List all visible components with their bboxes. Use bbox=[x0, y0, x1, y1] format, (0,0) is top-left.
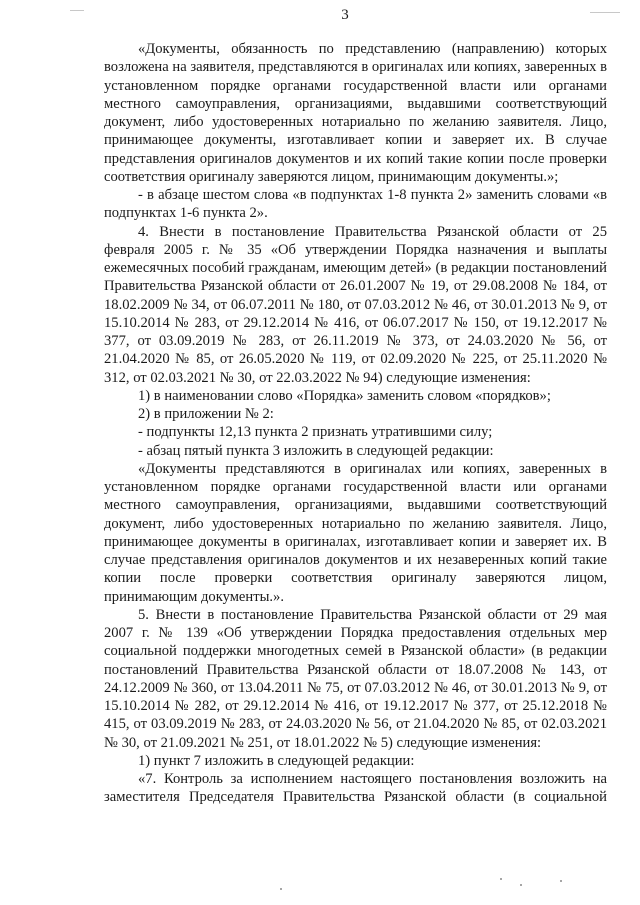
paragraph-item-4-1: 1) в наименовании слово «Порядка» заменить словом «порядков»; bbox=[138, 387, 551, 404]
paragraph-documents-quote-2: «Документы представляются в оригиналах или копиях, заверенных в установленном порядке органами государственной власти или органами местного самоуправления, организациями, выдавшими соответствующий документ, либо удостоверенных нотариально по желанию заявителя. Лицо, принимающее документы в оригиналах, изготавливает копии и заверяет их. В случае представления оригиналов документов и их незаверенных копий такие копии после проверки соответствия оригиналу заверяются лицом, принимающим документы.». bbox=[104, 460, 607, 605]
scan-artifact bbox=[500, 878, 502, 880]
scan-artifact bbox=[590, 12, 620, 13]
paragraph-item-5-1: 1) пункт 7 изложить в следующей редакции: bbox=[138, 752, 415, 769]
paragraph-abzac-shestoy: - в абзаце шестом слова «в подпунктах 1-8 пункта 2» заменить словами «в подпунктах 1-6 пункта 2». bbox=[104, 187, 607, 222]
page-number: 3 bbox=[341, 7, 349, 23]
paragraph-item-7-quote: «7. Контроль за исполнением настоящего постановления возложить на заместителя Председателя Правительства Рязанской области (в социальной bbox=[104, 771, 607, 806]
scan-artifact bbox=[280, 888, 282, 890]
scan-artifact bbox=[520, 884, 522, 886]
paragraph-abzac-pyatyy: - абзац пятый пункта 3 изложить в следующей редакции: bbox=[138, 442, 494, 459]
paragraph-documents-quote: «Документы, обязанность по представлению (направлению) которых возложена на заявителя, представляются в оригиналах или копиях, заверенных в установленном порядке органами государственной власти или органами местного самоуправления, организациями, выдавшими соответствующий документ, либо удостоверенных нотариально по желанию заявителя. Лицо, принимающее документы, изготавливает копии и заверяет их. В случае представления оригиналов документов и их копий такие копии после проверки соответствия оригиналу заверяются лицом, принимающим документы.»; bbox=[104, 41, 607, 185]
scan-artifact bbox=[70, 10, 84, 11]
document-body bbox=[104, 40, 607, 807]
scan-artifact bbox=[560, 880, 562, 882]
paragraph-subitems-12-13: - подпункты 12,13 пункта 2 признать утратившими силу; bbox=[138, 424, 493, 441]
paragraph-item-5: 5. Внести в постановление Правительства Рязанской области от 29 мая 2007 г. № 139 «Об утверждении Порядка предоставления отдельных мер социальной поддержки многодетных семей в Рязанской области» (в редакции постановлений Правительства Рязанской области от 18.07.2008 № 143, от 24.12.2009 № 360, от 13.04.2011 № 75, от 07.03.2012 № 46, от 30.01.2013 № 9, от 15.10.2014 № 282, от 29.12.2014 № 416, от 19.12.2017 № 377, от 25.12.2018 № 415, от 03.09.2019 № 283, от 24.03.2020 № 56, от 21.04.2020 № 85, от 02.03.2021 № 30, от 21.09.2021 № 251, от 18.01.2022 № 5) следующие изменения: bbox=[104, 606, 607, 751]
paragraph-item-4: 4. Внести в постановление Правительства Рязанской области от 25 февраля 2005 г. № 35 «Об утверждении Порядка назначения и выплаты ежемесячных пособий гражданам, имеющим детей» (в редакции постановлений Правительства Рязанской области от 26.01.2007 № 19, от 29.08.2008 № 184, от 18.02.2009 № 34, от 06.07.2011 № 180, от 07.03.2012 № 46, от 30.01.2013 № 9, от 15.10.2014 № 283, от 29.12.2014 № 416, от 06.07.2017 № 150, от 19.12.2017 № 377, от 03.09.2019 № 283, от 26.11.2019 № 373, от 24.03.2020 № 56, от 21.04.2020 № 85, от 26.05.2020 № 119, от 02.09.2020 № 225, от 25.11.2020 № 312, от 02.03.2021 № 30, от 22.03.2022 № 94) следующие изменения: bbox=[104, 223, 607, 386]
paragraph-item-4-2: 2) в приложении № 2: bbox=[138, 406, 274, 422]
